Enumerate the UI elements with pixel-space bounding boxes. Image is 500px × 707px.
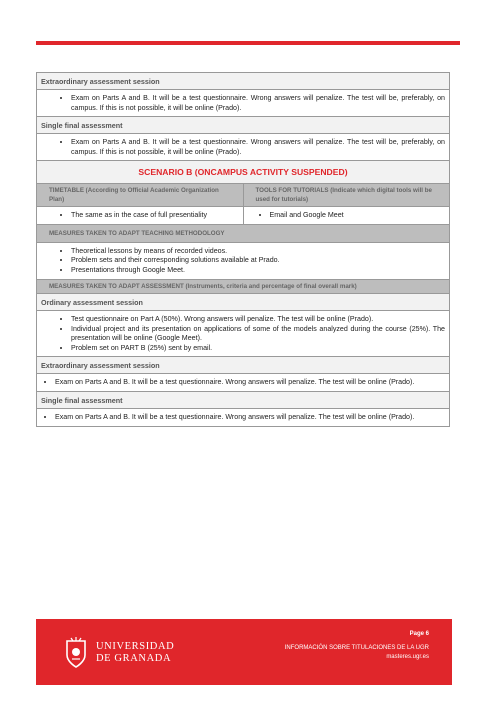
list-item: • Presentations through Google Meet. — [71, 266, 445, 276]
section-title: Single final assessment — [37, 392, 449, 409]
timetable-tools-row — [37, 207, 449, 225]
section-body — [37, 90, 449, 117]
university-name: UNIVERSIDAD DE GRANADA — [96, 641, 175, 664]
assessment-table — [36, 72, 450, 427]
footer-info-line: INFORMACIÓN SOBRE TITULACIONES DE LA UGR — [284, 645, 429, 651]
section-title: Ordinary assessment session — [37, 294, 449, 311]
list-item: • Problem sets and their corresponding solutions available at Prado. — [71, 256, 445, 266]
section-body — [37, 134, 449, 161]
top-accent-bar — [36, 41, 460, 45]
list-item: • Individual project and its presentation on applications of some of the models analyzed during the course (25%). The presentation will be online (Google Meet). — [71, 325, 445, 344]
scenario-title: SCENARIO B (ONCAMPUS ACTIVITY SUSPENDED) — [37, 161, 449, 184]
list-item: • Email and Google Meet — [270, 211, 446, 221]
timetable-tools-header — [37, 184, 449, 207]
section-title: Extraordinary assessment session — [37, 73, 449, 90]
footer-site-link[interactable]: masteres.ugr.es — [386, 654, 429, 660]
section-body — [37, 374, 449, 392]
list-item: • Exam on Parts A and B. It will be a test questionnaire. Wrong answers will penalize. The test will be, preferably, on campus. If this is not possible, it will be online (Prado). — [71, 94, 445, 113]
list-item: • Exam on Parts A and B. It will be a test questionnaire. Wrong answers will penalize. The test will be, preferably, on campus. If this is not possible, it will be online (Prado). — [71, 138, 445, 157]
page-number: Page 6 — [409, 631, 429, 637]
methodology-body — [37, 243, 449, 280]
footer-info — [285, 644, 429, 662]
assessment-heading: MEASURES TAKEN TO ADAPT ASSESSMENT (Instruments, criteria and percentage of final overall mark) — [37, 280, 449, 294]
section-title: Single final assessment — [37, 117, 449, 134]
list-item: • Test questionnaire on Part A (50%). Wrong answers will penalize. The test will be online (Prado). — [71, 315, 445, 325]
list-item: • Exam on Parts A and B. It will be a test questionnaire. Wrong answers will penalize. The test will be online (Prado). — [55, 413, 445, 423]
page-footer — [36, 619, 452, 685]
tools-heading: TOOLS FOR TUTORIALS (Indicate which digital tools will be used for tutorials) — [243, 184, 450, 206]
list-item: • Problem set on PART B (25%) sent by email. — [71, 344, 445, 354]
list-item: • Theoretical lessons by means of recorded videos. — [71, 247, 445, 257]
methodology-heading: MEASURES TAKEN TO ADAPT TEACHING METHODOLOGY — [37, 225, 449, 243]
list-item: • The same as in the case of full presentiality — [71, 211, 239, 221]
ordinary-body — [37, 311, 449, 357]
university-crest-icon — [64, 637, 88, 669]
section-title: Extraordinary assessment session — [37, 357, 449, 374]
section-body — [37, 409, 449, 427]
list-item: • Exam on Parts A and B. It will be a test questionnaire. Wrong answers will penalize. The test will be online (Prado). — [55, 378, 445, 388]
timetable-heading: TIMETABLE (According to Official Academic Organization Plan) — [49, 187, 219, 203]
